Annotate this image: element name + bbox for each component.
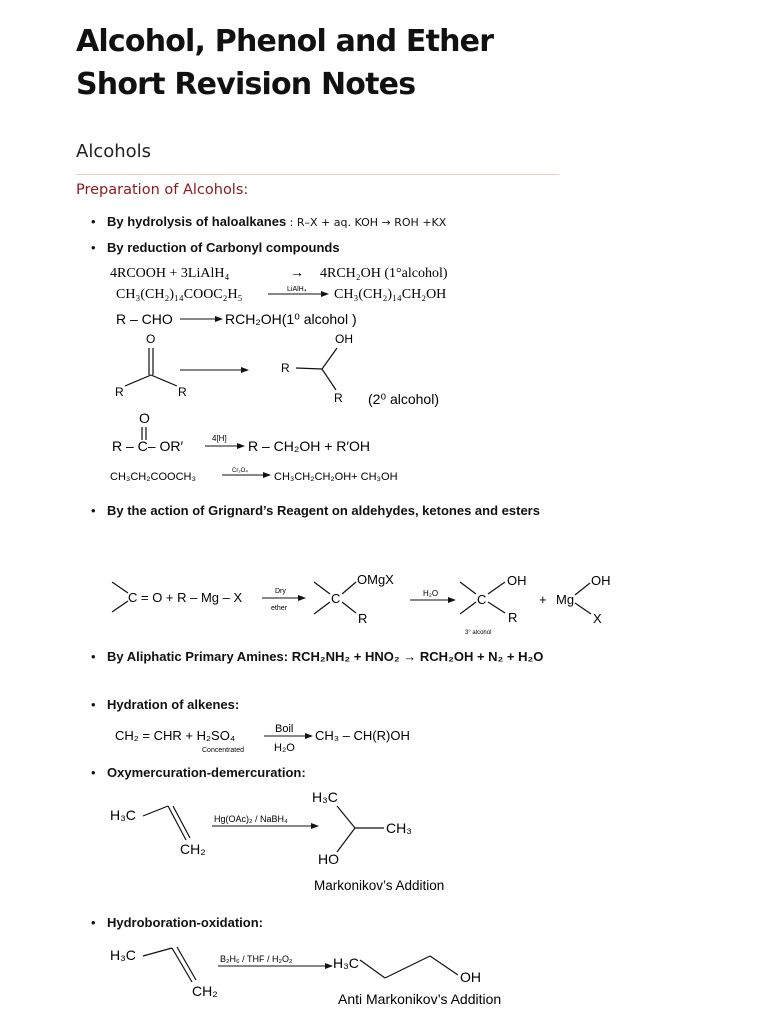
- reduction-r1-right: 4RCH₂OH (1°alcohol): [320, 266, 448, 281]
- ketone-bond-left: [125, 375, 151, 386]
- reduction-reactions: [110, 266, 448, 483]
- hb-reagent: B₂H₆ / THF / H₂O₂: [220, 954, 293, 964]
- product-bond-r1: [296, 368, 322, 369]
- reduction-r2-right: CH₃(CH₂)₁₄CH₂OH: [334, 287, 447, 302]
- reduction-r3-right: RCH₂OH(1⁰ alcohol ): [225, 311, 357, 327]
- mg-x: X: [593, 611, 602, 626]
- reduction-r3-left: R – CHO: [116, 311, 173, 327]
- section-heading-alcohols: Alcohols: [76, 141, 152, 162]
- product-oh: OH: [335, 332, 353, 346]
- hb-product-oh: OH: [460, 969, 481, 985]
- bullet-hydrolysis-equation: : R–X + aq. KOH → ROH +KX: [286, 216, 447, 229]
- intermediate-r: R: [358, 611, 368, 626]
- grignard-reaction: [112, 572, 611, 636]
- oxy-product-ho: HO: [318, 851, 339, 867]
- intermediate-omgx: OMgX: [357, 572, 394, 587]
- bullet-dot: •: [91, 240, 96, 255]
- subsection-heading-preparation: Preparation of Alcohols:: [76, 182, 249, 198]
- hb-product-h3c: H₃C: [333, 955, 359, 971]
- ketone-oxygen: O: [146, 332, 156, 346]
- ketone-r1: R: [115, 385, 124, 399]
- bullet-grignard-title: By the action of Grignard’s Reagent on aldehydes, ketones and esters: [107, 503, 540, 518]
- oxy-reagent: Hg(OAc)₂ / NaBH₄: [214, 814, 288, 824]
- intermediate-bond-c: [342, 582, 356, 594]
- reduction-r1-left: 4RCOOH + 3LiAlH₄: [110, 266, 230, 281]
- product-bond-oh: [322, 348, 337, 369]
- product-3-label: 3° alcohol: [465, 630, 492, 636]
- reduction-r2-left: CH₃(CH₂)₁₄COOC₂H₅: [116, 287, 243, 302]
- ketone-bond-right: [151, 375, 177, 386]
- hb-double-a: [172, 948, 192, 982]
- oxymercuration-reaction: [110, 789, 444, 893]
- grignard-carbonyl-bond-bottom: [112, 601, 128, 612]
- hydration-right: CH₃ – CH(R)OH: [315, 728, 410, 743]
- bullet-dot: •: [91, 649, 96, 664]
- intermediate-bond-b: [314, 602, 330, 614]
- oxy-h3c: H₃C: [110, 807, 136, 823]
- bullet-hydration-title: Hydration of alkenes:: [107, 697, 240, 712]
- ester-left: R – C– OR′: [112, 438, 184, 454]
- bullet-dot: •: [91, 765, 96, 780]
- hb-ch2: CH₂: [192, 983, 218, 999]
- grignard-reagent-bottom: ether: [271, 605, 287, 612]
- grignard-carbonyl-bond-top: [112, 582, 128, 593]
- product-3-r: R: [508, 610, 518, 625]
- bullet-hydrolysis-title: By hydrolysis of haloalkanes: [107, 214, 287, 229]
- product-bond-r2: [322, 369, 336, 390]
- bullet-dot: •: [91, 697, 96, 712]
- hydration-reagent-bottom: H₂O: [274, 742, 295, 754]
- hydration-reagent-top: Boil: [275, 723, 294, 735]
- bullet-hydroboration-title: Hydroboration-oxidation:: [107, 915, 263, 930]
- bullet-reduction-title: By reduction of Carbonyl compounds: [107, 240, 340, 255]
- reduction-r2-reagent: LiAlH₄: [287, 286, 307, 293]
- bullet-dot: •: [91, 915, 96, 930]
- product-r1: R: [281, 361, 290, 375]
- bullet-amines-title: By Aliphatic Primary Amines: RCH₂NH₂ + HNO₂ → RCH₂OH + N₂ + H₂O: [107, 649, 544, 664]
- title-line-1: Alcohol, Phenol and Ether: [76, 24, 494, 59]
- grignard-mg: Mg: [556, 592, 575, 607]
- ester-reagent: 4[H]: [212, 434, 227, 443]
- oxy-caption: Markonikov’s Addition: [314, 878, 445, 893]
- oxy-product-h3c: H₃C: [312, 789, 338, 805]
- grignard-reagent-top: Dry: [275, 588, 286, 595]
- oxy-product-ch3: CH₃: [386, 820, 412, 836]
- oxy-double-b: [173, 806, 190, 838]
- hydroboration-reaction: [110, 947, 501, 1007]
- oxy-product-bond-1: [337, 806, 355, 828]
- hb-product-bond-2: [385, 956, 430, 978]
- ester-oxygen: O: [139, 410, 150, 426]
- hb-product-bond-1: [360, 960, 385, 978]
- product-3-bond-c: [488, 582, 505, 594]
- title-line-2: Short Revision Notes: [76, 67, 416, 102]
- product-3-c: C: [477, 592, 487, 607]
- intermediate-bond-d: [342, 602, 356, 613]
- hb-caption: Anti Markonikov’s Addition: [338, 991, 502, 1007]
- bullet-dot: •: [91, 214, 96, 229]
- hydration-left-sub: Concentrated: [202, 747, 245, 754]
- oxy-ch2: CH₂: [180, 841, 206, 857]
- product-3-bond-d: [488, 602, 505, 613]
- grignard-plus: +: [539, 592, 547, 607]
- oxy-product-bond-3: [337, 828, 355, 852]
- product-3-oh: OH: [507, 573, 527, 588]
- product-3-bond-b: [460, 602, 476, 614]
- reduction-r5-right: CH₃CH₂CH₂OH+ CH₃OH: [274, 471, 398, 483]
- reduction-r5-reagent: Cr₂O₄: [232, 468, 248, 474]
- grignard-left: C = O + R – Mg – X: [128, 590, 243, 605]
- mg-oh: OH: [591, 573, 611, 588]
- grignard-h2o: H₂O: [423, 589, 439, 598]
- intermediate-bond-a: [314, 582, 330, 594]
- ester-right: R – CH₂OH + R′OH: [248, 438, 371, 454]
- product-3-bond-a: [460, 582, 476, 594]
- hb-double-b: [177, 947, 196, 980]
- bullet-oxymercuration-title: Oxymercuration-demercuration:: [107, 765, 306, 780]
- hb-product-bond-3: [430, 956, 458, 975]
- hb-h3c: H₃C: [110, 947, 136, 963]
- mg-bond-oh: [575, 583, 590, 595]
- hydration-left: CH₂ = CHR + H₂SO₄: [115, 728, 236, 743]
- oxy-double-a: [168, 806, 186, 840]
- product-r2: R: [334, 391, 343, 405]
- reduction-r5-left: CH₃CH₂COOCH₃: [110, 471, 196, 483]
- intermediate-c: C: [331, 591, 341, 606]
- hydration-reaction: [115, 723, 410, 754]
- mg-bond-x: [575, 603, 591, 614]
- hb-bond-1: [143, 948, 172, 956]
- ketone-r2: R: [178, 385, 187, 399]
- product-label: (2⁰ alcohol): [368, 391, 439, 407]
- oxy-bond-1: [143, 806, 168, 816]
- bullet-dot: •: [91, 503, 96, 518]
- reduction-r1-arrow: →: [290, 266, 304, 281]
